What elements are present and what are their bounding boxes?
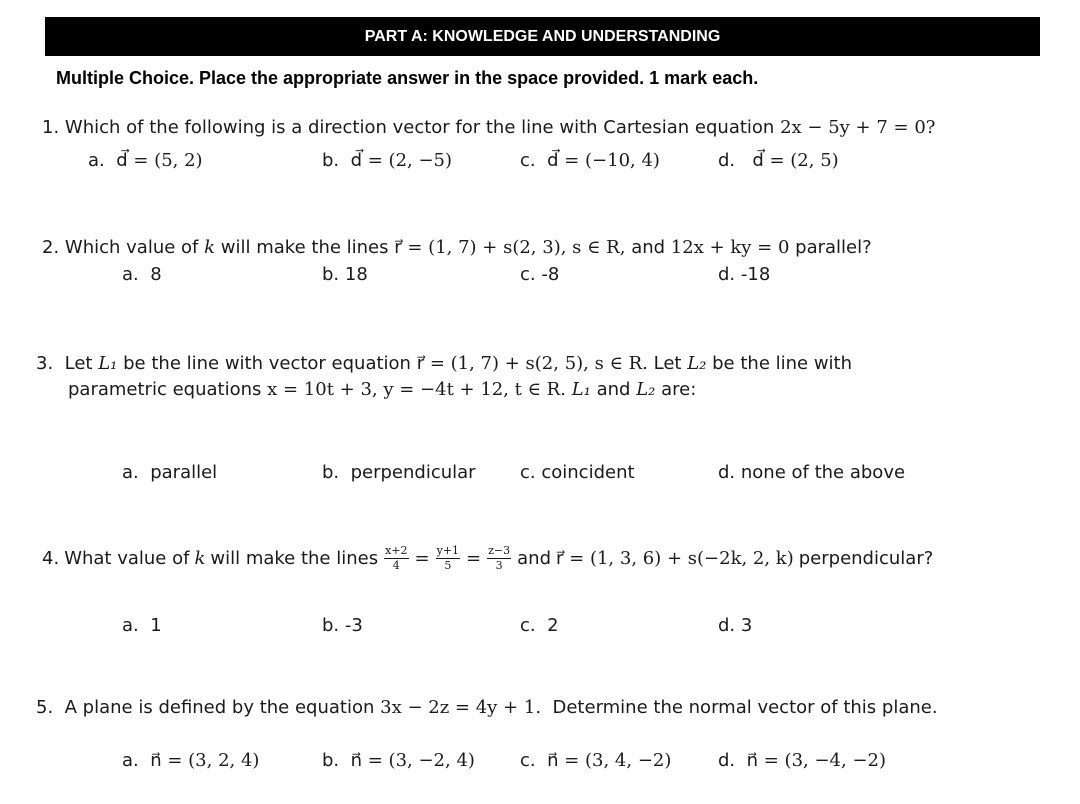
fraction-z: $\frac{z-3}{3}$ [488,544,511,572]
option-c: c. 2 [520,615,559,636]
option-c: c. n⃗ = (3, 4, −2) [520,750,672,771]
option-b: b. perpendicular [322,462,476,483]
option-d: d. d⃗ = (2, 5) [718,150,839,171]
question-number: 1. [42,117,60,138]
section-title: PART A: KNOWLEDGE AND UNDERSTANDING [364,27,721,45]
fraction-y: $\frac{y+1}{5}$ [436,544,460,572]
option-c: c. -8 [520,264,560,285]
option-d: d. n⃗ = (3, −4, −2) [718,750,886,771]
question-2: 2. Which value of k will make the lines r⃗ = (1, 7) + s(2, 3), s ∈ R, and 12x + ky = 0 parallel? [42,237,872,258]
section-banner [45,17,1040,56]
option-d: d. none of the above [718,462,906,483]
question-1 [42,117,935,138]
question-3-line-2: parametric equations x = 10t + 3, y = −4t + 12, t ∈ R. L₁ and L₂ are: [68,379,697,400]
equation: 2x − 5y + 7 = 0? [780,117,936,138]
option-c: c. d⃗ = (−10, 4) [520,150,660,171]
question-4: 4. What value of k will make the lines $\frac{x+2}{4}$ = $\frac{y+1}{5}$ = $\frac{z-3}{3}$ and r⃗ = (1, 3, 6) + s(−2k, 2, k) perpendicular? [42,544,934,572]
option-a: a. 1 [122,615,162,636]
option-c: c. coincident [520,462,635,483]
question-text: Which of the following is a direction vector for the line with Cartesian equation [64,117,775,138]
option-a: a. n⃗ = (3, 2, 4) [122,750,260,771]
option-a: a. d⃗ = (5, 2) [88,150,203,171]
fraction-x: $\frac{x+2}{4}$ [385,544,408,572]
instructions: Multiple Choice. Place the appropriate answer in the space provided. 1 mark each. [56,68,759,88]
option-a: a. parallel [122,462,218,483]
option-b: b. -3 [322,615,363,636]
option-d: d. 3 [718,615,753,636]
question-5: 5. A plane is defined by the equation 3x − 2z = 4y + 1. Determine the normal vector of this plane. [36,697,938,718]
question-3: 3. Let L₁ be the line with vector equation r⃗ = (1, 7) + s(2, 5), s ∈ R. Let L₂ be the line with [36,353,853,374]
option-a: a. 8 [122,264,162,285]
option-d: d. -18 [718,264,771,285]
option-b: b. d⃗ = (2, −5) [322,150,453,171]
option-b: b. 18 [322,264,368,285]
option-b: b. n⃗ = (3, −2, 4) [322,750,475,771]
